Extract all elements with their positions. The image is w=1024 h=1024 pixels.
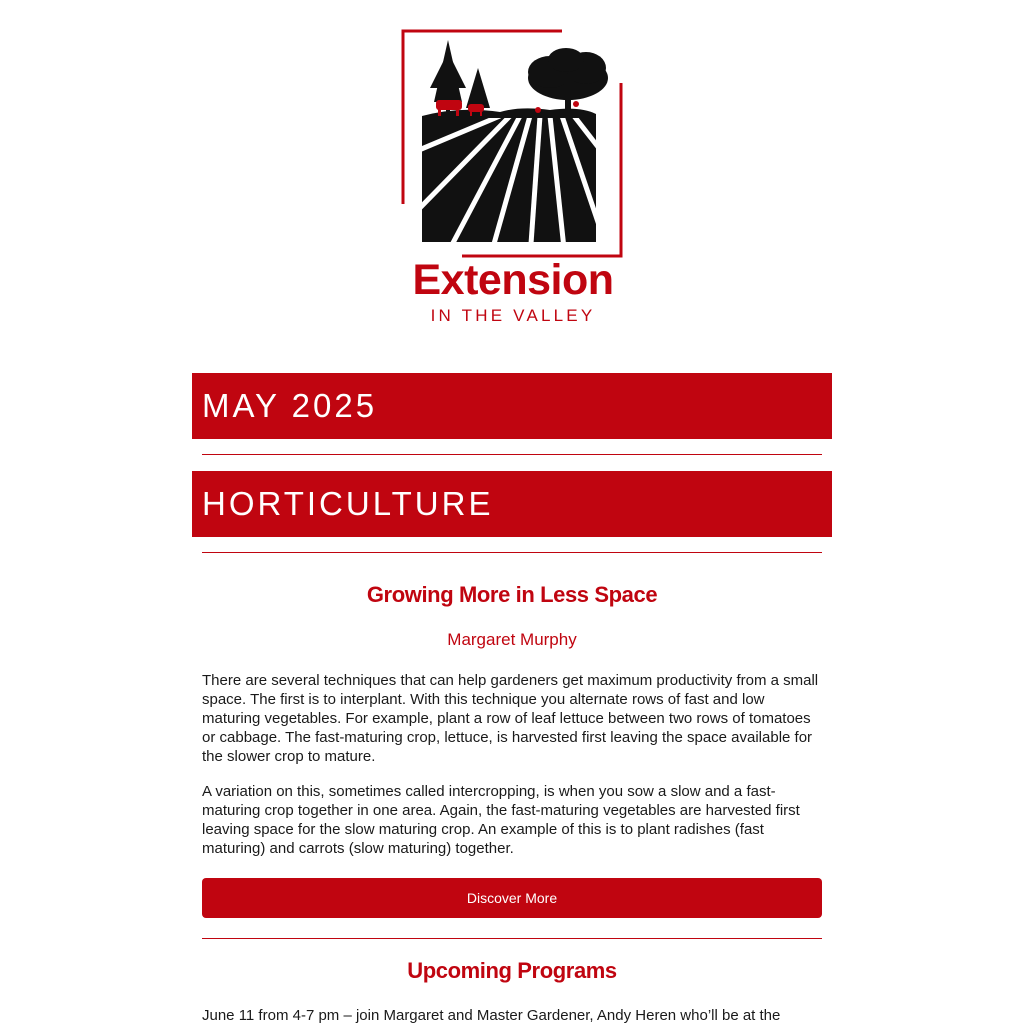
divider: [202, 454, 822, 455]
article-author: Margaret Murphy: [447, 630, 577, 649]
month-banner: MAY 2025: [192, 373, 832, 439]
programs-title: Upcoming Programs: [407, 958, 617, 983]
section-banner: HORTICULTURE: [192, 471, 832, 537]
farm-landscape-icon: [400, 28, 626, 260]
logo-subtitle: IN THE VALLEY: [430, 306, 596, 325]
article-title: Growing More in Less Space: [366, 582, 658, 607]
divider: [202, 938, 822, 939]
article-paragraph: A variation on this, sometimes called intercropping, is when you sow a slow and a fast-maturing crop together in one area. Again, the fast-maturing vegetables are harvested first leaving space for the slow maturing crop. An example of this is to plant radishes (fast maturing) and carrots (slow maturing) together.: [202, 783, 800, 857]
programs-intro: June 11 from 4-7 pm – join Margaret and Master Gardener, Andy Heren who’ll be at the: [202, 1007, 781, 1024]
discover-more-button[interactable]: Discover More: [202, 878, 822, 918]
article-paragraph: There are several techniques that can help gardeners get maximum productivity from a small space. The first is to interplant. With this technique you alternate rows of fast and low maturing vegetables. For example, plant a row of leaf lettuce between two rows of tomatoes or cabbage. The fast-maturing crop, lettuce, is harvested first leaving the space available for the slower crop to mature.: [202, 672, 819, 765]
divider: [202, 552, 822, 553]
extension-logo: [400, 28, 626, 328]
logo-wordmark: Extension: [412, 256, 614, 304]
